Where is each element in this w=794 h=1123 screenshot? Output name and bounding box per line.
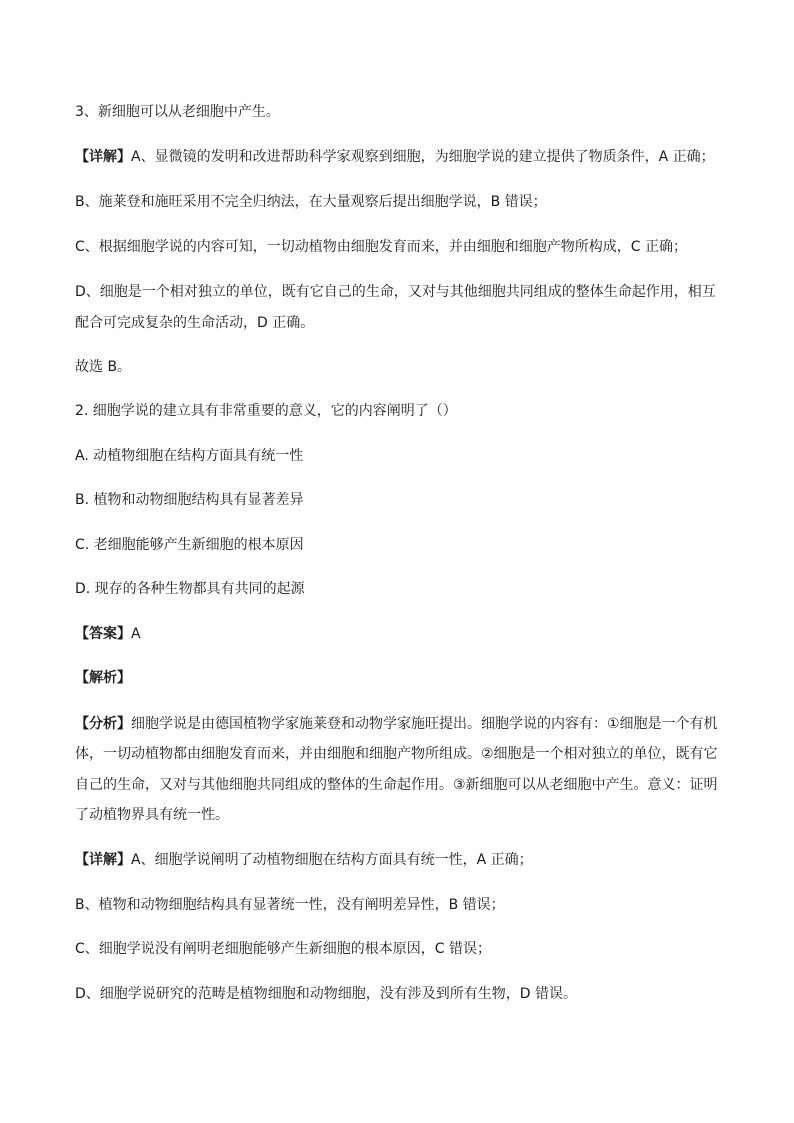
answer-tag: 【答案】 (75, 626, 131, 642)
option-a: A. 动植物细胞在结构方面具有统一性 (75, 448, 304, 464)
detail-line (75, 149, 715, 165)
analysis-heading: 【解析】 (75, 670, 131, 686)
text-line: 故选 B。 (75, 359, 132, 375)
text-line: 配合可完成复杂的生命活动，D 正确。 (75, 315, 315, 331)
text-line: B、施莱登和施旺采用不完全归纳法，在大量观察后提出细胞学说，B 错误； (75, 194, 547, 210)
text-line: C、根据细胞学说的内容可知，一切动植物由细胞发育而来，并由细胞和细胞产物所构成，C 正确； (75, 239, 687, 255)
text-line: 3、新细胞可以从老细胞中产生。 (75, 104, 280, 120)
detail-tag: 【详解】 (75, 149, 131, 165)
text-line: 自己的生命，又对与其他细胞共同组成的整体的生命起作用。③新细胞可以从老细胞中产生。意义：证明 (75, 777, 718, 793)
text-line: D、细胞是一个相对独立的单位，既有它自己的生命，又对与其他细胞共同组成的整体生命起作用，相互 (75, 284, 716, 300)
answer-line (75, 626, 141, 642)
option-d: D. 现存的各种生物都具有共同的起源 (75, 581, 305, 597)
detail-tag: 【详解】 (75, 852, 131, 868)
analysis-text: 细胞学说是由德国植物学家施莱登和动物学家施旺提出。细胞学说的内容有：①细胞是一个有机 (131, 716, 718, 732)
text-line: 体，一切动植物都由细胞发育而来，并由细胞和细胞产物所组成。②细胞是一个相对独立的单位，既有它 (75, 746, 718, 762)
option-c: C. 老细胞能够产生新细胞的根本原因 (75, 537, 304, 553)
option-b: B. 植物和动物细胞结构具有显著差异 (75, 492, 304, 508)
detail-text: A、显微镜的发明和改进帮助科学家观察到细胞，为细胞学说的建立提供了物质条件，A 正确； (131, 149, 715, 165)
question-stem: 2. 细胞学说的建立具有非常重要的意义，它的内容阐明了（） (75, 403, 457, 419)
analysis-tag: 【分析】 (75, 716, 131, 732)
detail-text: A、细胞学说阐明了动植物细胞在结构方面具有统一性，A 正确； (131, 852, 533, 868)
answer-value: A (131, 626, 141, 642)
detail-line (75, 852, 533, 868)
text-line: D、细胞学说研究的范畴是植物细胞和动物细胞，没有涉及到所有生物，D 错误。 (75, 986, 578, 1002)
text-line: C、细胞学说没有阐明老细胞能够产生新细胞的根本原因，C 错误； (75, 941, 491, 957)
text-line: B、植物和动物细胞结构具有显著统一性，没有阐明差异性，B 错误； (75, 897, 505, 913)
analysis-line (75, 716, 718, 732)
text-line: 了动植物界具有统一性。 (75, 807, 229, 823)
